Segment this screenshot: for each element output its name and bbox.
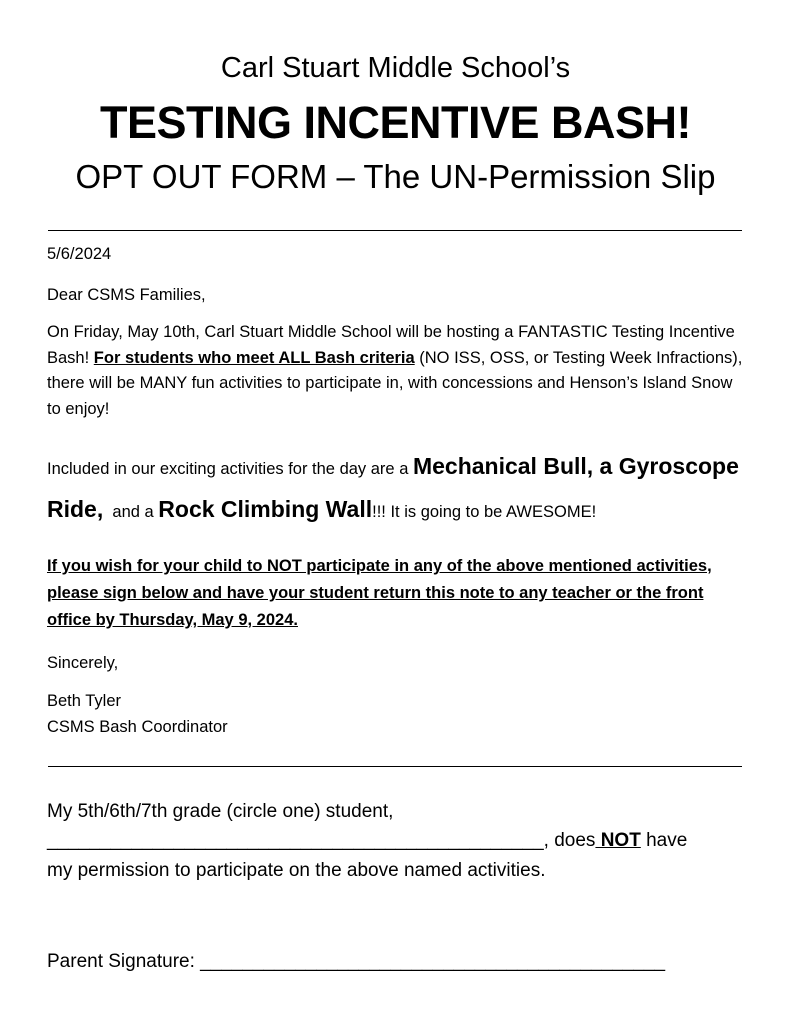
activity-climbing-wall: Rock Climbing Wall [158, 496, 373, 522]
criteria-emphasis: For students who meet ALL Bash criteria [93, 348, 415, 367]
form-permission-line: my permission to participate on the above named activities. [47, 860, 546, 881]
form-grade-line: My 5th/6th/7th grade (circle one) student, [47, 801, 394, 822]
letter-greeting: Dear CSMS Families, [47, 286, 206, 304]
letter-paragraph-activities [47, 446, 747, 532]
parent-signature-label: Parent Signature: [47, 951, 201, 972]
letter-paragraph-intro [47, 320, 747, 422]
page-subtitle: OPT OUT FORM – The UN-Permission Slip [75, 158, 716, 195]
intro-text-start: On Friday, May 10th, Carl Stuart Middle School will be hosting a FANTASTIC Testing Incentive Bash! [47, 323, 735, 367]
form-student-line [47, 826, 747, 856]
parent-signature-line [47, 947, 747, 977]
form-divider [48, 766, 742, 767]
parent-signature-blank[interactable]: ____________________________________________ [200, 951, 666, 972]
signer-title: CSMS Bash Coordinator [47, 718, 228, 736]
letter-closing: Sincerely, [47, 654, 119, 672]
signer-name: Beth Tyler [47, 692, 121, 710]
intro-text-end: (NO ISS, OSS, or Testing Week Infractions), there will be MANY fun activities to participate in, with concessions and Henson’s Island Snow to enjoy! [47, 348, 743, 418]
activity-bull-gyroscope: Mechanical Bull, a Gyroscope Ride, [47, 453, 739, 522]
activities-text-mid: and a [103, 503, 159, 521]
page-title: TESTING INCENTIVE BASH! [99, 97, 692, 148]
letter-date: 5/6/2024 [47, 245, 112, 263]
form-does-text: , does [543, 830, 596, 851]
opt-out-instructions: If you wish for your child to NOT participate in any of the above mentioned activities, please sign below and have your student return this note to any teacher or the front office by Thursday, May 9, 2024. [47, 557, 712, 629]
activities-text-end: !!! It is going to be AWESOME! [372, 503, 597, 521]
student-name-blank[interactable]: _______________________________________________ [47, 830, 544, 851]
form-have-text: have [640, 830, 688, 851]
header-divider [48, 230, 742, 231]
activities-text-start: Included in our exciting activities for the day are a [47, 460, 413, 478]
not-emphasis: NOT [595, 830, 641, 851]
school-name: Carl Stuart Middle School’s [220, 52, 571, 84]
